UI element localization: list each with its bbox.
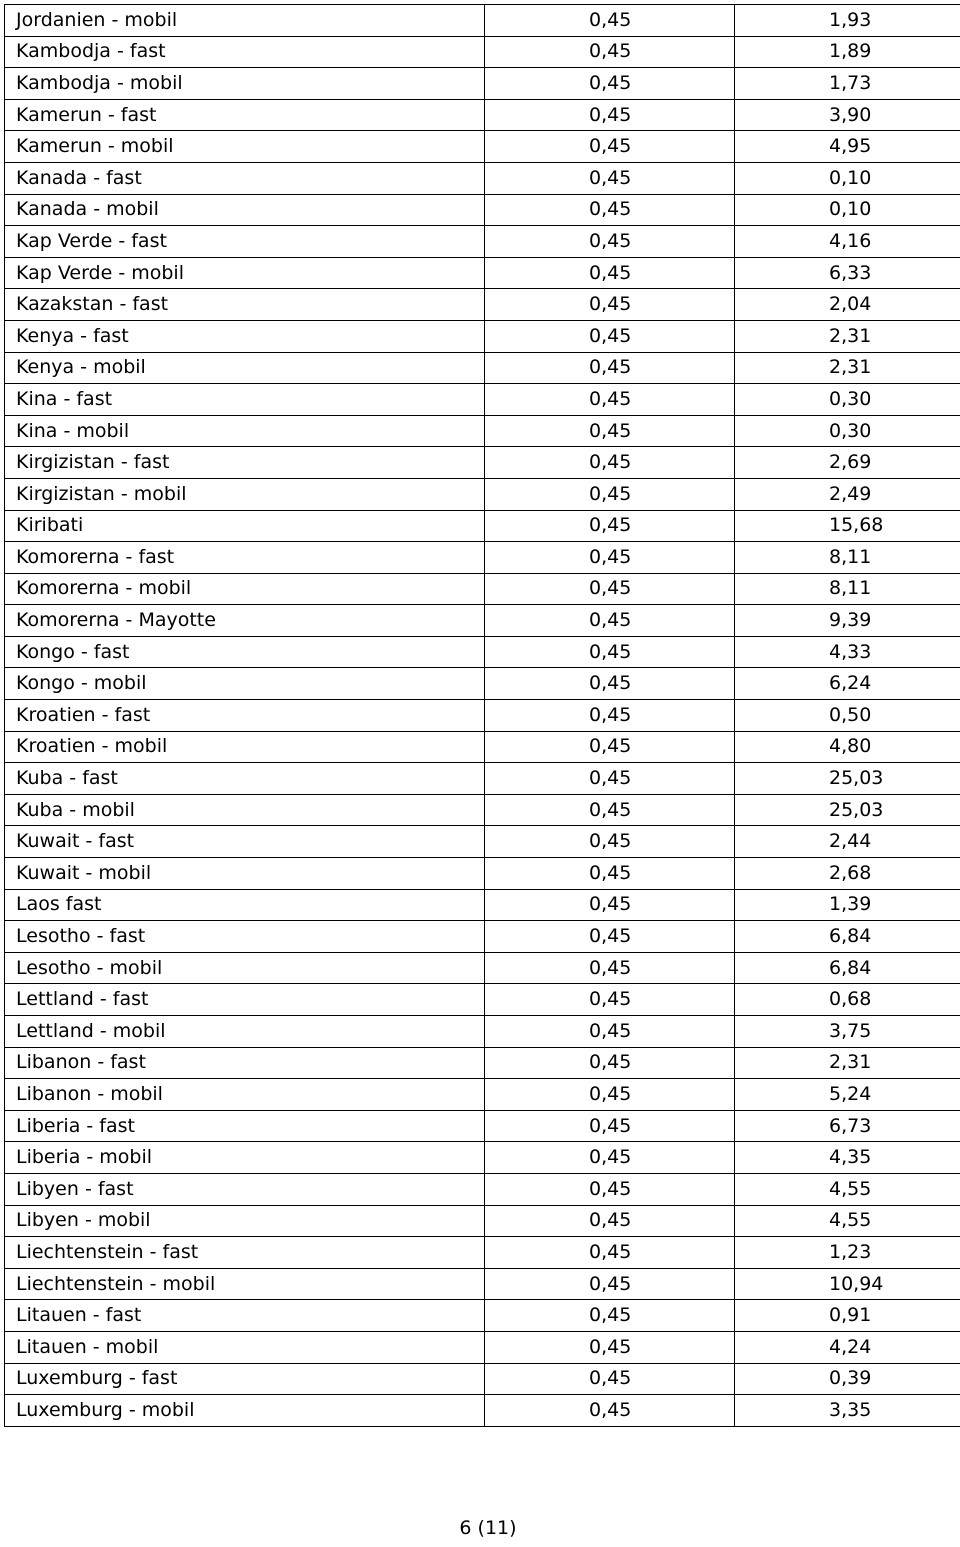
rate-cell-2: 10,94 [735, 1268, 960, 1300]
table-row [5, 478, 960, 510]
rate-cell-2: 0,50 [735, 700, 960, 732]
rate-cell-2: 1,73 [735, 68, 960, 100]
rate-cell-1: 0,45 [485, 320, 735, 352]
rate-cell-1: 0,45 [485, 889, 735, 921]
rate-cell-1: 0,45 [485, 447, 735, 479]
country-cell: Jordanien - mobil [5, 5, 485, 37]
rate-cell-1: 0,45 [485, 1173, 735, 1205]
rate-cell-2: 2,44 [735, 826, 960, 858]
rate-cell-2: 1,93 [735, 5, 960, 37]
table-row [5, 1363, 960, 1395]
country-cell: Lettland - fast [5, 984, 485, 1016]
table-row [5, 415, 960, 447]
rate-cell-1: 0,45 [485, 352, 735, 384]
rate-cell-1: 0,45 [485, 1395, 735, 1427]
rate-cell-1: 0,45 [485, 1079, 735, 1111]
table-row [5, 794, 960, 826]
country-cell: Komorerna - Mayotte [5, 605, 485, 637]
rate-cell-1: 0,45 [485, 636, 735, 668]
country-cell: Kroatien - fast [5, 700, 485, 732]
rate-cell-1: 0,45 [485, 289, 735, 321]
rate-cell-2: 6,33 [735, 257, 960, 289]
table-row [5, 952, 960, 984]
table-row [5, 1173, 960, 1205]
rate-cell-2: 0,91 [735, 1300, 960, 1332]
table-row [5, 889, 960, 921]
country-cell: Kenya - fast [5, 320, 485, 352]
rate-cell-2: 0,10 [735, 194, 960, 226]
table-row [5, 763, 960, 795]
rate-cell-2: 8,11 [735, 573, 960, 605]
country-cell: Kap Verde - mobil [5, 257, 485, 289]
rate-cell-1: 0,45 [485, 763, 735, 795]
rate-cell-2: 6,24 [735, 668, 960, 700]
rate-cell-1: 0,45 [485, 668, 735, 700]
table-row [5, 289, 960, 321]
country-cell: Libanon - fast [5, 1047, 485, 1079]
country-cell: Kongo - mobil [5, 668, 485, 700]
rate-cell-1: 0,45 [485, 1300, 735, 1332]
rate-cell-1: 0,45 [485, 36, 735, 68]
country-cell: Laos fast [5, 889, 485, 921]
country-cell: Luxemburg - mobil [5, 1395, 485, 1427]
country-cell: Kambodja - mobil [5, 68, 485, 100]
table-row [5, 1268, 960, 1300]
rate-cell-2: 2,49 [735, 478, 960, 510]
rate-cell-2: 2,68 [735, 858, 960, 890]
country-cell: Liberia - mobil [5, 1142, 485, 1174]
rate-cell-2: 0,30 [735, 415, 960, 447]
country-cell: Kiribati [5, 510, 485, 542]
country-cell: Komorerna - fast [5, 542, 485, 574]
rate-cell-2: 6,84 [735, 921, 960, 953]
rate-cell-1: 0,45 [485, 952, 735, 984]
country-cell: Kongo - fast [5, 636, 485, 668]
rate-cell-1: 0,45 [485, 794, 735, 826]
table-row [5, 1395, 960, 1427]
rate-cell-2: 0,68 [735, 984, 960, 1016]
rate-cell-2: 8,11 [735, 542, 960, 574]
country-cell: Kina - mobil [5, 415, 485, 447]
country-cell: Komorerna - mobil [5, 573, 485, 605]
table-row [5, 162, 960, 194]
rate-cell-2: 4,80 [735, 731, 960, 763]
rate-cell-2: 2,31 [735, 320, 960, 352]
country-cell: Kirgizistan - fast [5, 447, 485, 479]
rate-cell-1: 0,45 [485, 131, 735, 163]
rate-cell-2: 3,35 [735, 1395, 960, 1427]
country-cell: Libanon - mobil [5, 1079, 485, 1111]
rate-cell-2: 2,04 [735, 289, 960, 321]
table-row [5, 320, 960, 352]
table-row [5, 1205, 960, 1237]
country-cell: Libyen - fast [5, 1173, 485, 1205]
rate-cell-2: 2,31 [735, 352, 960, 384]
table-row [5, 384, 960, 416]
country-cell: Liberia - fast [5, 1110, 485, 1142]
rate-cell-2: 25,03 [735, 763, 960, 795]
rate-cell-1: 0,45 [485, 1110, 735, 1142]
table-row [5, 573, 960, 605]
table-row [5, 352, 960, 384]
table-row [5, 68, 960, 100]
country-cell: Kuba - mobil [5, 794, 485, 826]
rate-cell-2: 2,69 [735, 447, 960, 479]
rate-cell-2: 9,39 [735, 605, 960, 637]
rate-cell-1: 0,45 [485, 984, 735, 1016]
table-row [5, 36, 960, 68]
rate-cell-2: 0,30 [735, 384, 960, 416]
country-cell: Litauen - fast [5, 1300, 485, 1332]
rate-cell-1: 0,45 [485, 1205, 735, 1237]
rate-cell-1: 0,45 [485, 5, 735, 37]
country-cell: Luxemburg - fast [5, 1363, 485, 1395]
table-row [5, 447, 960, 479]
table-row [5, 5, 960, 37]
country-cell: Kuba - fast [5, 763, 485, 795]
table-row [5, 1300, 960, 1332]
rate-cell-2: 4,16 [735, 226, 960, 258]
table-row [5, 1047, 960, 1079]
country-cell: Kuwait - mobil [5, 858, 485, 890]
table-row [5, 542, 960, 574]
rate-cell-1: 0,45 [485, 1142, 735, 1174]
table-row [5, 194, 960, 226]
rate-table-body [5, 5, 960, 1427]
rate-cell-2: 3,75 [735, 1016, 960, 1048]
country-cell: Kina - fast [5, 384, 485, 416]
rate-cell-2: 0,10 [735, 162, 960, 194]
rate-cell-1: 0,45 [485, 478, 735, 510]
rate-cell-2: 4,95 [735, 131, 960, 163]
country-cell: Kroatien - mobil [5, 731, 485, 763]
country-cell: Libyen - mobil [5, 1205, 485, 1237]
rate-cell-1: 0,45 [485, 826, 735, 858]
rate-cell-2: 1,39 [735, 889, 960, 921]
rate-cell-1: 0,45 [485, 731, 735, 763]
country-cell: Kenya - mobil [5, 352, 485, 384]
rate-cell-1: 0,45 [485, 1363, 735, 1395]
country-cell: Kazakstan - fast [5, 289, 485, 321]
table-row [5, 99, 960, 131]
rate-cell-1: 0,45 [485, 1237, 735, 1269]
country-cell: Kap Verde - fast [5, 226, 485, 258]
rate-cell-1: 0,45 [485, 415, 735, 447]
country-cell: Liechtenstein - mobil [5, 1268, 485, 1300]
rate-cell-1: 0,45 [485, 542, 735, 574]
rate-cell-2: 2,31 [735, 1047, 960, 1079]
rate-cell-1: 0,45 [485, 257, 735, 289]
rate-cell-2: 25,03 [735, 794, 960, 826]
country-cell: Lettland - mobil [5, 1016, 485, 1048]
rate-cell-1: 0,45 [485, 510, 735, 542]
country-cell: Lesotho - fast [5, 921, 485, 953]
table-row [5, 858, 960, 890]
table-row [5, 1142, 960, 1174]
rate-cell-2: 4,33 [735, 636, 960, 668]
table-row [5, 257, 960, 289]
rate-table [4, 4, 960, 1427]
rate-cell-2: 3,90 [735, 99, 960, 131]
table-row [5, 1016, 960, 1048]
country-cell: Kuwait - fast [5, 826, 485, 858]
table-row [5, 1110, 960, 1142]
rate-cell-2: 6,73 [735, 1110, 960, 1142]
country-cell: Kanada - mobil [5, 194, 485, 226]
rate-cell-1: 0,45 [485, 99, 735, 131]
country-cell: Kamerun - fast [5, 99, 485, 131]
rate-cell-1: 0,45 [485, 1016, 735, 1048]
rate-cell-1: 0,45 [485, 700, 735, 732]
rate-cell-2: 15,68 [735, 510, 960, 542]
table-row [5, 700, 960, 732]
table-row [5, 636, 960, 668]
table-row [5, 984, 960, 1016]
country-cell: Liechtenstein - fast [5, 1237, 485, 1269]
rate-cell-2: 6,84 [735, 952, 960, 984]
rate-cell-2: 5,24 [735, 1079, 960, 1111]
table-row [5, 1079, 960, 1111]
table-row [5, 668, 960, 700]
rate-cell-1: 0,45 [485, 68, 735, 100]
table-row [5, 731, 960, 763]
table-row [5, 921, 960, 953]
rate-cell-2: 1,89 [735, 36, 960, 68]
rate-cell-2: 4,24 [735, 1331, 960, 1363]
rate-cell-2: 0,39 [735, 1363, 960, 1395]
rate-cell-2: 4,35 [735, 1142, 960, 1174]
rate-cell-1: 0,45 [485, 1331, 735, 1363]
country-cell: Kanada - fast [5, 162, 485, 194]
table-row [5, 510, 960, 542]
country-cell: Litauen - mobil [5, 1331, 485, 1363]
country-cell: Kambodja - fast [5, 36, 485, 68]
rate-cell-1: 0,45 [485, 605, 735, 637]
rate-cell-1: 0,45 [485, 194, 735, 226]
rate-cell-2: 4,55 [735, 1173, 960, 1205]
rate-cell-1: 0,45 [485, 1047, 735, 1079]
rate-cell-1: 0,45 [485, 573, 735, 605]
rate-cell-1: 0,45 [485, 921, 735, 953]
rate-cell-2: 4,55 [735, 1205, 960, 1237]
table-row [5, 605, 960, 637]
country-cell: Lesotho - mobil [5, 952, 485, 984]
rate-cell-1: 0,45 [485, 384, 735, 416]
rate-cell-1: 0,45 [485, 162, 735, 194]
country-cell: Kirgizistan - mobil [5, 478, 485, 510]
table-row [5, 131, 960, 163]
rate-cell-1: 0,45 [485, 226, 735, 258]
table-row [5, 1331, 960, 1363]
rate-cell-2: 1,23 [735, 1237, 960, 1269]
page-number: 6 (11) [459, 1517, 517, 1539]
rate-cell-1: 0,45 [485, 1268, 735, 1300]
table-row [5, 1237, 960, 1269]
table-row [5, 826, 960, 858]
country-cell: Kamerun - mobil [5, 131, 485, 163]
table-row [5, 226, 960, 258]
rate-cell-1: 0,45 [485, 858, 735, 890]
